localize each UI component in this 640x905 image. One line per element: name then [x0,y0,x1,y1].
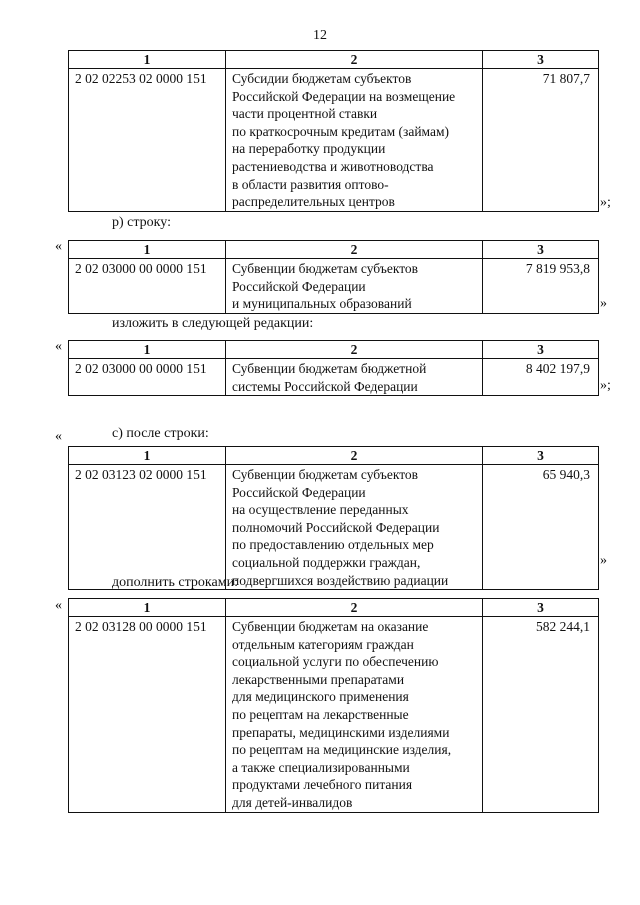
page-number: 12 [313,28,327,43]
description-line: Российской Федерации [232,484,366,500]
description-line: Российской Федерации [232,278,366,294]
header-col-3: 3 [483,599,599,617]
budget-code: 2 02 03123 02 0000 151 [69,465,226,590]
table-header-row [69,241,599,259]
description [226,259,483,314]
instruction-text: р) строку: [112,215,171,230]
description-line: социальной услуги по обеспечению [232,654,439,670]
description-line: части процентной ставки [232,106,378,122]
budget-table-3 [68,340,599,396]
amount: 8 402 197,9 [483,359,599,396]
amount: 71 807,7 [483,69,599,212]
closing-quote: »; [600,378,611,393]
table-header-row [69,599,599,617]
budget-code: 2 02 03128 00 0000 151 [69,617,226,813]
description-line: Российской Федерации на возмещение [232,88,456,104]
header-col-1: 1 [69,51,226,69]
table-row [69,359,599,396]
description-line: лекарственными препаратами [232,671,405,687]
description [226,359,483,396]
amount: 582 244,1 [483,617,599,813]
instruction-text: изложить в следующей редакции: [112,316,314,331]
budget-code: 2 02 03000 00 0000 151 [69,259,226,314]
description-line: по предоставлению отдельных мер [232,537,434,553]
description-line: полномочий Российской Федерации [232,519,440,535]
instruction-text: дополнить строками: [112,575,238,590]
header-col-2: 2 [226,599,483,617]
header-col-3: 3 [483,447,599,465]
description-line: для детей-инвалидов [232,794,353,810]
description-line: на переработку продукции [232,141,386,157]
budget-table-1 [68,50,599,212]
description-line: Субвенции бюджетам субъектов [232,467,419,482]
opening-quote: « [55,598,62,613]
header-col-1: 1 [69,241,226,259]
closing-quote: »; [600,195,611,210]
budget-table-4 [68,446,599,590]
description-line: социальной поддержки граждан, [232,554,421,570]
description [226,617,483,813]
description-line: в области развития оптово- [232,176,389,192]
description-line: а также специализированными [232,759,410,775]
description-line: и муниципальных образований [232,296,412,312]
amount: 65 940,3 [483,465,599,590]
header-col-2: 2 [226,341,483,359]
description-line: подвергшихся воздействию радиации [232,572,449,588]
description-line: по краткосрочным кредитам (займам) [232,123,450,139]
header-col-1: 1 [69,341,226,359]
table-row [69,259,599,314]
description-line: продуктами лечебного питания [232,777,413,793]
budget-code: 2 02 02253 02 0000 151 [69,69,226,212]
description-line: Субвенции бюджетам на оказание [232,619,429,634]
description [226,465,483,590]
table-row [69,617,599,813]
table-row [69,465,599,590]
header-col-2: 2 [226,447,483,465]
description-line: по рецептам на лекарственные [232,706,409,722]
closing-quote: » [600,553,607,568]
table-header-row [69,447,599,465]
description-line: для медицинского применения [232,689,409,705]
table-row [69,69,599,212]
header-col-2: 2 [226,241,483,259]
header-col-3: 3 [483,241,599,259]
description-line: растениеводства и животноводства [232,158,434,174]
header-col-3: 3 [483,341,599,359]
table-header-row [69,51,599,69]
opening-quote: « [55,239,62,254]
description-line: отдельным категориям граждан [232,636,414,652]
description-line: Субсидии бюджетам субъектов [232,71,412,86]
opening-quote: « [55,429,62,444]
table-header-row [69,341,599,359]
header-col-1: 1 [69,447,226,465]
description-line: препараты, медицинскими изделиями [232,724,450,740]
description-line: по рецептам на медицинские изделия, [232,742,452,758]
description-line: на осуществление переданных [232,502,409,518]
header-col-1: 1 [69,599,226,617]
budget-table-5 [68,598,599,813]
description-line: Субвенции бюджетам бюджетной [232,361,427,376]
instruction-text: с) после строки: [112,426,209,441]
amount: 7 819 953,8 [483,259,599,314]
opening-quote: « [55,339,62,354]
description-line: распределительных центров [232,194,395,210]
description-line: Субвенции бюджетам субъектов [232,261,419,276]
description [226,69,483,212]
closing-quote: » [600,296,607,311]
header-col-3: 3 [483,51,599,69]
description-line: системы Российской Федерации [232,378,418,394]
budget-code: 2 02 03000 00 0000 151 [69,359,226,396]
budget-table-2 [68,240,599,314]
header-col-2: 2 [226,51,483,69]
